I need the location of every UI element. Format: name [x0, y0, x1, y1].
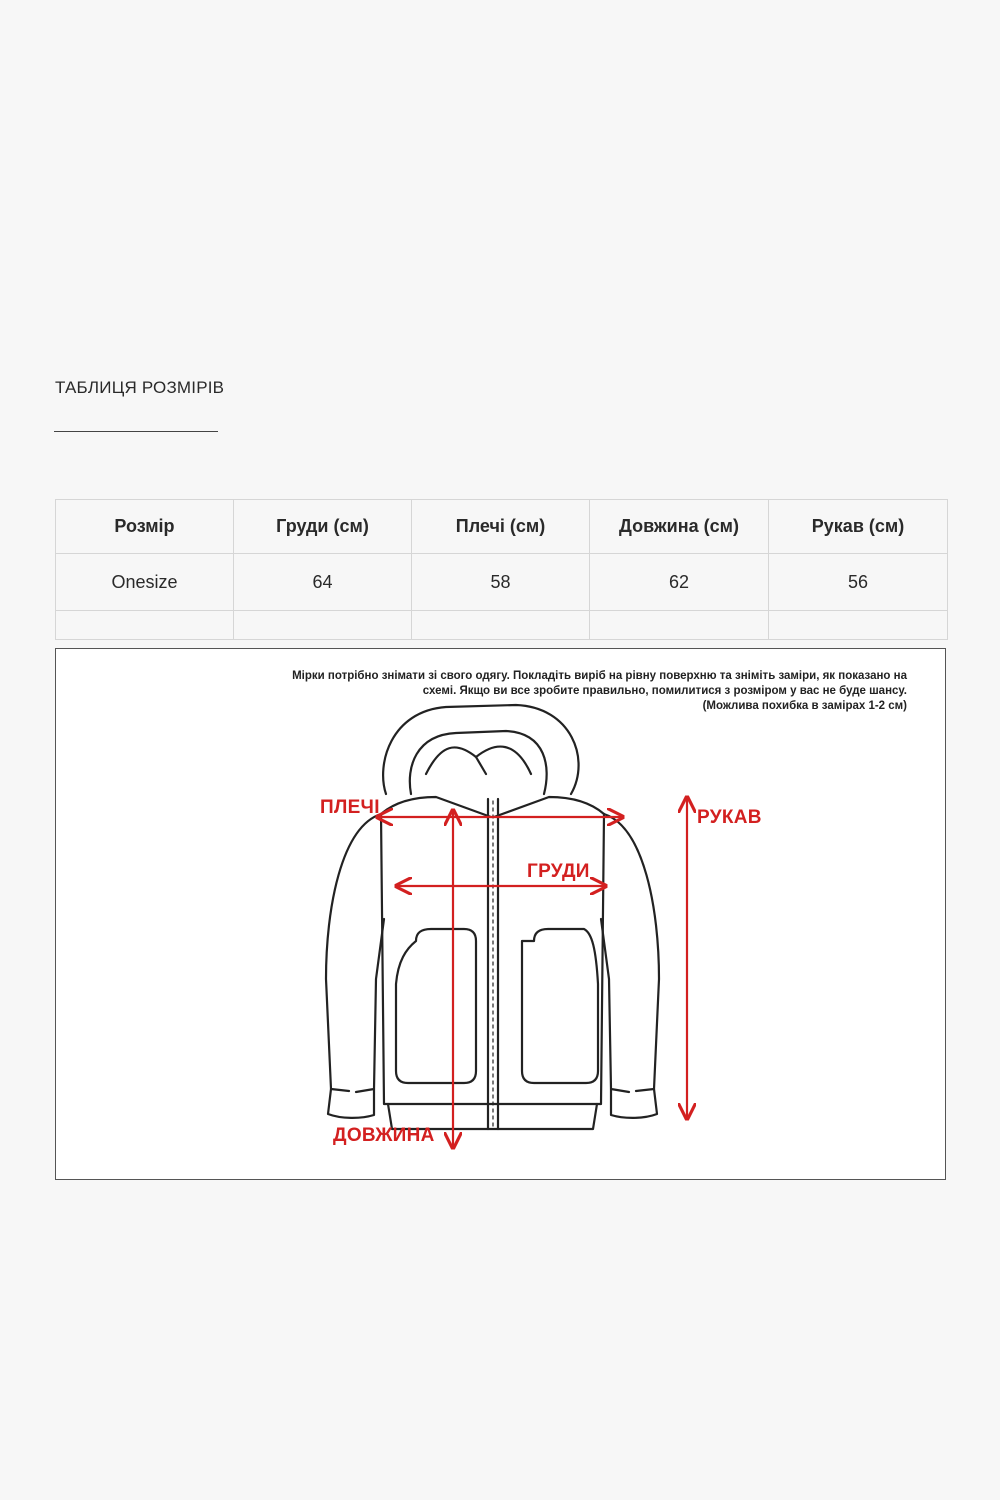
title-underline: [54, 431, 218, 432]
note-line: (Можлива похибка в замірах 1-2 см): [702, 700, 907, 712]
shoulders-label: ПЛЕЧІ: [320, 797, 380, 818]
table-header: Розмір: [56, 500, 234, 554]
table-header: Рукав (см): [769, 500, 948, 554]
measurement-diagram: [55, 648, 946, 1180]
table-header: Довжина (см): [590, 500, 769, 554]
table-header: Груди (см): [234, 500, 412, 554]
table-header-row: [56, 500, 948, 554]
sleeve-label: РУКАВ: [697, 807, 762, 828]
note-line: Мірки потрібно знімати зі свого одягу. Покладіть виріб на рівну поверхню та зніміть заміри, як показано на: [292, 670, 907, 682]
note-line: схемі. Якщо ви все зробите правильно, помилитися з розміром у вас не буде шансу.: [422, 685, 907, 697]
table-cell: 64: [234, 554, 412, 611]
length-label: ДОВЖИНА: [333, 1125, 435, 1146]
chest-label: ГРУДИ: [527, 861, 590, 882]
table-cell: 62: [590, 554, 769, 611]
table-row: [56, 554, 948, 611]
table-cell: Onesize: [56, 554, 234, 611]
table-header: Плечі (см): [412, 500, 590, 554]
table-row-empty: [56, 611, 948, 640]
table-cell: 56: [769, 554, 948, 611]
hooded-jacket-icon: [56, 649, 945, 1179]
size-chart-title: ТАБЛИЦЯ РОЗМІРІВ: [55, 378, 225, 397]
size-table: [55, 499, 948, 640]
table-cell: 58: [412, 554, 590, 611]
